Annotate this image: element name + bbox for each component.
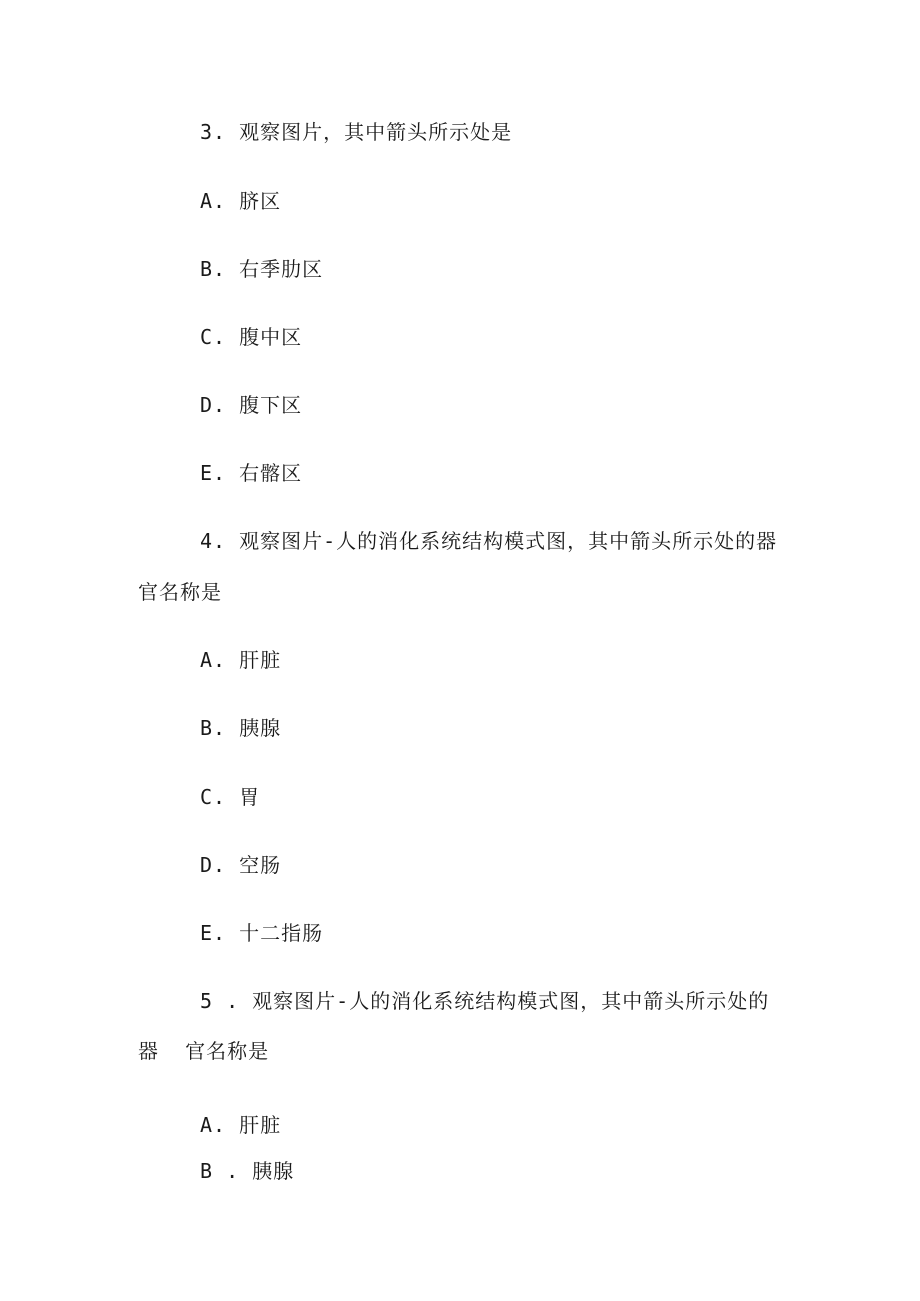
question-3-stem: 3. 观察图片，其中箭头所示处是 <box>200 120 513 144</box>
question-4-option-a: A. 肝脏 <box>200 648 282 672</box>
question-5-stem-line-1: 5 . 观察图片-人的消化系统结构模式图，其中箭头所示处的 <box>200 989 770 1013</box>
question-3-option-a: A. 脐区 <box>200 189 282 213</box>
question-3-option-d: D. 腹下区 <box>200 393 303 417</box>
question-4-stem-line-2: 官名称是 <box>138 580 222 604</box>
question-4-option-c: C. 胃 <box>200 785 261 809</box>
question-4-stem-line-1: 4. 观察图片-人的消化系统结构模式图，其中箭头所示处的器 <box>200 529 778 553</box>
question-4-option-e: E. 十二指肠 <box>200 921 324 945</box>
question-3-option-e: E. 右髂区 <box>200 461 303 485</box>
question-5-option-a: A. 肝脏 <box>200 1113 282 1137</box>
question-4-option-d: D. 空肠 <box>200 853 282 877</box>
question-5-stem-line-2: 器 官名称是 <box>138 1039 270 1063</box>
question-3-option-c: C. 腹中区 <box>200 325 303 349</box>
question-3-option-b: B. 右季肋区 <box>200 257 324 281</box>
question-4-option-b: B. 胰腺 <box>200 716 282 740</box>
question-5-option-b: B . 胰腺 <box>200 1159 295 1183</box>
